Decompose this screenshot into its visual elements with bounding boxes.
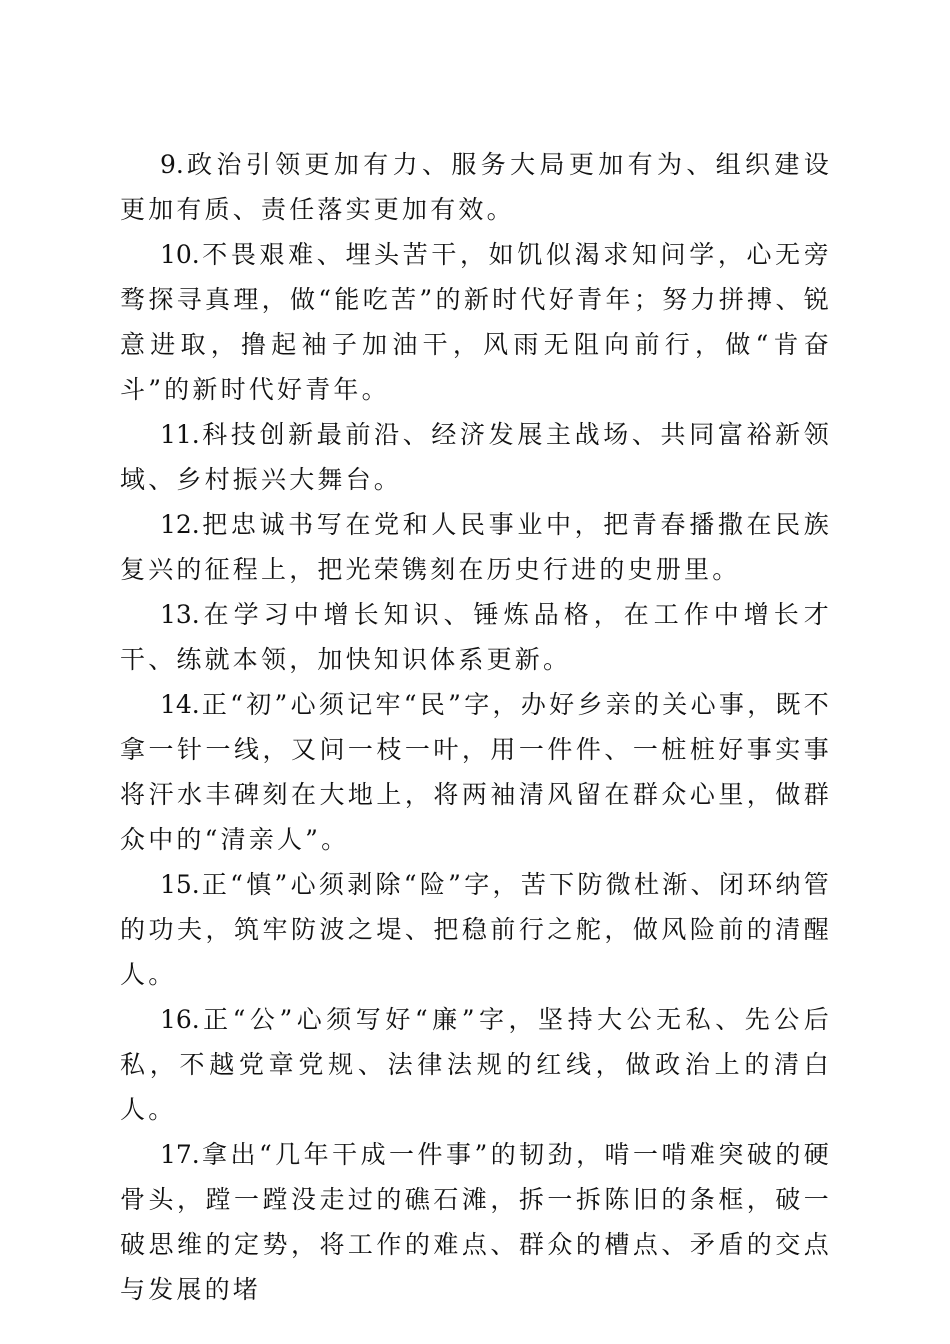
paragraph-16 (120, 997, 832, 1132)
paragraph-14 (120, 682, 832, 862)
paragraph-10 (120, 232, 832, 412)
paragraph-number: 9. (160, 150, 184, 179)
paragraph-15 (120, 862, 832, 997)
paragraph-13 (120, 592, 832, 682)
paragraph-12 (120, 502, 832, 592)
paragraph-text: 政治引领更加有力、服务大局更加有为、组织建设更加有质、责任落实更加有效。 (120, 150, 832, 224)
paragraph-17 (120, 1132, 832, 1312)
paragraph-number: 12. (160, 510, 200, 539)
paragraph-text: 正“公”心须写好“廉”字，坚持大公无私、先公后私，不越党章党规、法律法规的红线，做政治上的清白人。 (120, 1005, 832, 1124)
paragraph-number: 16. (160, 1005, 200, 1034)
paragraph-9 (120, 142, 832, 232)
paragraph-text: 把忠诚书写在党和人民事业中，把青春播撒在民族复兴的征程上，把光荣镌刻在历史行进的史册里。 (120, 510, 832, 584)
document-body (120, 142, 832, 1312)
paragraph-text: 在学习中增长知识、锤炼品格，在工作中增长才干、练就本领，加快知识体系更新。 (120, 600, 832, 674)
paragraph-number: 17. (160, 1140, 200, 1169)
paragraph-number: 15. (160, 870, 200, 899)
paragraph-text: 拿出“几年干成一件事”的韧劲，啃一啃难突破的硬骨头，蹚一蹚没走过的礁石滩，拆一拆陈旧的条框，破一破思维的定势，将工作的难点、群众的槽点、矛盾的交点与发展的堵 (120, 1140, 832, 1304)
paragraph-text: 科技创新最前沿、经济发展主战场、共同富裕新领域、乡村振兴大舞台。 (120, 420, 832, 494)
paragraph-number: 13. (160, 600, 200, 629)
paragraph-11 (120, 412, 832, 502)
paragraph-text: 不畏艰难、埋头苦干，如饥似渴求知问学，心无旁骛探寻真理，做“能吃苦”的新时代好青年；努力拼搏、锐意进取，撸起袖子加油干，风雨无阻向前行，做“肯奋斗”的新时代好青年。 (120, 240, 832, 404)
paragraph-number: 10. (160, 240, 200, 269)
paragraph-text: 正“初”心须记牢“民”字，办好乡亲的关心事，既不拿一针一线，又问一枝一叶，用一件件、一桩桩好事实事将汗水丰碑刻在大地上，将两袖清风留在群众心里，做群众中的“清亲人”。 (120, 690, 832, 854)
paragraph-number: 14. (160, 690, 200, 719)
paragraph-number: 11. (160, 420, 200, 449)
paragraph-text: 正“慎”心须剥除“险”字，苦下防微杜渐、闭环纳管的功夫，筑牢防波之堤、把稳前行之舵，做风险前的清醒人。 (120, 870, 832, 989)
